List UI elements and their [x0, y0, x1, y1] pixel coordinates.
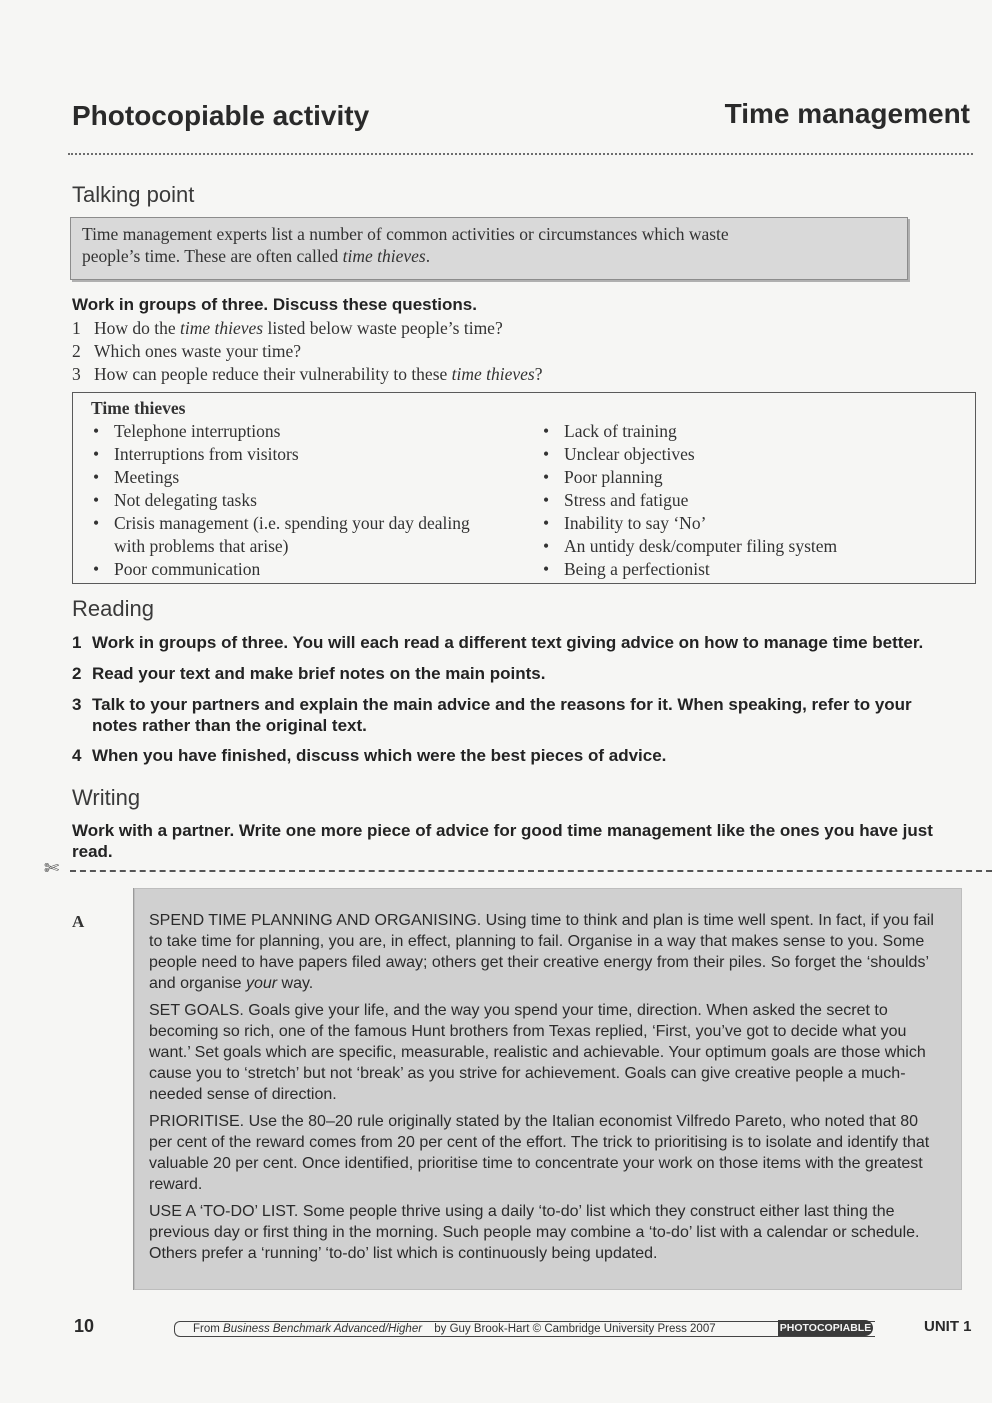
list-item: • Inability to say ‘No’	[541, 512, 961, 535]
paragraph-todo-list: USE A ‘TO-DO’ LIST. Some people thrive using a daily ‘to-do’ list which they construct either last thing the previous day or first thing in the morning. Such people may combine a ‘to-do’ list with a calendar or schedule. Others prefer a ‘running’ ‘to-do’ list which is continuously being updated.	[149, 1203, 920, 1262]
list-item: • Interruptions from visitors	[91, 443, 511, 466]
writing-instruction: Work with a partner. Write one more piece of advice for good time management like the ones you have just read.	[72, 821, 933, 861]
list-item: • Meetings	[91, 466, 511, 489]
topic-title: Time management	[724, 98, 970, 129]
photocopiable-badge: PHOTOCOPIABLE	[779, 1322, 872, 1334]
time-thieves-title: Time thieves	[91, 398, 186, 418]
question-item: 3 How can people reduce their vulnerability to these time thieves?	[72, 364, 543, 384]
intro-end: .	[425, 246, 431, 266]
cut-line	[70, 870, 992, 872]
question-item: 2 Which ones waste your time?	[72, 341, 302, 361]
list-item: • Crisis management (i.e. spending your day dealing with problems that arise)	[91, 512, 474, 558]
unit-label: UNIT 1	[924, 1318, 972, 1335]
page-title: Photocopiable activity	[72, 100, 370, 131]
header-divider	[68, 153, 973, 155]
intro-term: time thieves	[342, 246, 426, 266]
time-thieves-box	[72, 392, 976, 584]
list-item: • Stress and fatigue	[541, 489, 961, 512]
intro-text-1: Time management experts list a number of common activities or circumstances which waste	[82, 224, 729, 244]
talking-point-instruction: Work in groups of three. Discuss these questions.	[72, 295, 477, 314]
reading-item: 4 When you have finished, discuss which were the best pieces of advice.	[72, 746, 667, 765]
question-list	[72, 317, 972, 386]
reading-text-box	[133, 888, 962, 1290]
scissors-icon: ✄	[44, 858, 60, 878]
intro-text-2: people’s time. These are often called	[82, 246, 339, 266]
paragraph-goals: SET GOALS. Goals give your life, and the way you spend your time, direction. When asked the secret to becoming so rich, one of the famous Hunt brothers from Texas replied, ‘First, you’ve got to decide what you want.’ Set goals which are specific, measurable, realistic and achievable. Your optimum goals are those which cause you to ‘stretch’ but not ‘break’ as you strive for achievement. Goals can give creative people a much-needed sense of direction.	[149, 1002, 926, 1103]
question-item: 1 How do the time thieves listed below waste people’s time?	[72, 318, 503, 338]
list-item: • Lack of training	[541, 420, 961, 443]
paragraph-planning: SPEND TIME PLANNING AND ORGANISING. Using time to think and plan is time well spent. In fact, if you fail to take time for planning, you are, in effect, planning to fail. Organise in a way that makes sense to you. Some people need to have papers filed away; others get their creative energy from their piles. So forget the ‘shoulds’ and organise your way.	[149, 912, 934, 992]
text-label: A	[72, 912, 85, 931]
reading-heading: Reading	[72, 596, 154, 621]
intro-box	[70, 217, 908, 280]
list-item: • Telephone interruptions	[91, 420, 511, 443]
list-item: • Poor planning	[541, 466, 961, 489]
reading-item: 3 Talk to your partners and explain the main advice and the reasons for it. When speaking, refer to your notes rather than the original text.	[72, 695, 912, 735]
reading-item: 2 Read your text and make brief notes on the main points.	[72, 664, 546, 683]
time-thieves-left-list	[91, 420, 511, 581]
paragraph-prioritise: PRIORITISE. Use the 80–20 rule originally stated by the Italian economist Vilfredo Pareto, who noted that 80 per cent of the reward comes from 20 per cent of the effort. The trick to prioritising is to isolate and identify that valuable 20 per cent. Once identified, prioritise time to concentrate your work on those items with the greatest reward.	[149, 1113, 930, 1193]
writing-heading: Writing	[72, 785, 141, 810]
page-number: 10	[74, 1316, 95, 1336]
reading-item: 1 Work in groups of three. You will each read a different text giving advice on how to manage time better.	[72, 633, 924, 652]
talking-point-heading: Talking point	[72, 182, 195, 207]
time-thieves-right-list	[541, 420, 961, 581]
list-item: • Not delegating tasks	[91, 489, 511, 512]
list-item: • Poor communication	[91, 558, 511, 581]
list-item: • Being a perfectionist	[541, 558, 961, 581]
list-item: • An untidy desk/computer filing system	[541, 535, 961, 558]
copyright-credit: From Business Benchmark Advanced/Higher by Guy Brook-Hart © Cambridge University Press 2007	[174, 1321, 875, 1337]
list-item: • Unclear objectives	[541, 443, 961, 466]
